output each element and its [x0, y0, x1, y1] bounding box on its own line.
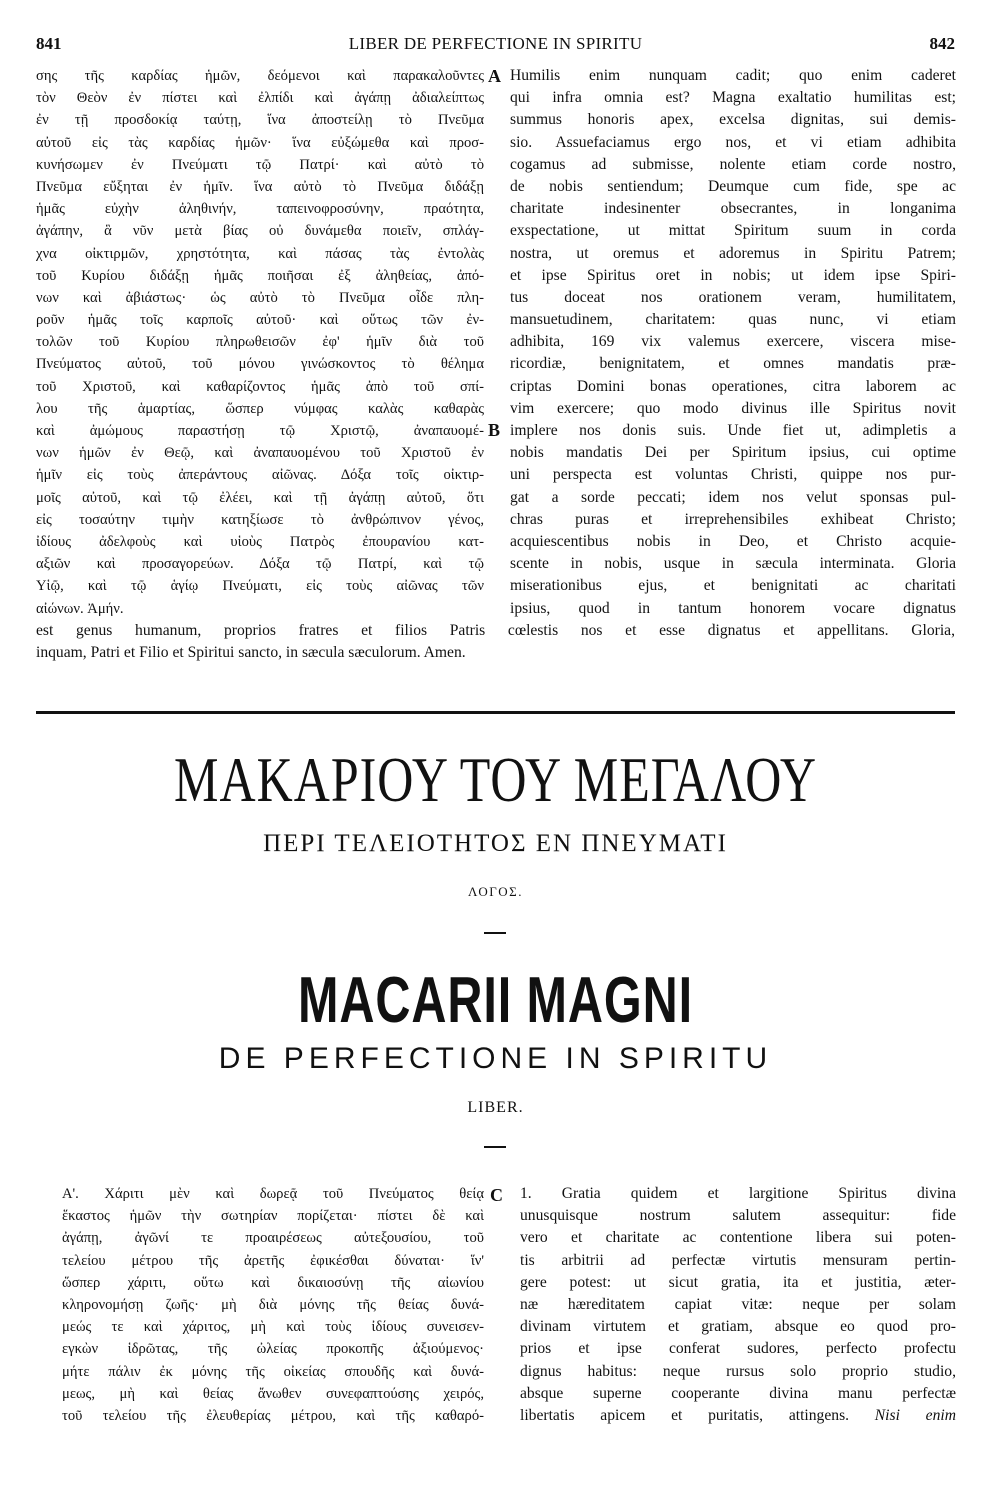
text-line: νων καὶ ἀβιάστως· ὡς αὐτὸ τὸ Πνεῦμα οἶδε πλη- — [36, 289, 484, 306]
text-line: λου τῆς ἁμαρτίας, ὥσπερ νύμφας καλὰς καθαρὰς — [36, 400, 484, 417]
running-title: LIBER DE PERFECTIONE IN SPIRITU — [348, 34, 643, 53]
margin-marker-a: A — [488, 66, 501, 86]
text-line: μεώς τε καὶ χάριτος, μὴ καὶ τοὺς ἰδίους συνεισεν- — [62, 1319, 484, 1336]
text-line: τοῦ Κυρίου διδάξῃ ἡμᾶς ποιῆσαι ἐξ ἀληθείας, ἀπό- — [36, 267, 484, 284]
latin-title: MACARII MAGNI — [297, 964, 694, 1037]
text-line: Πνεῦμα εὔξηται ἐν ἡμῖν. ἵνα αὐτὸ τὸ Πνεῦμα διδάξῃ — [36, 178, 484, 195]
text-line: prios et ipse conferat sudores, perfecto profectu — [520, 1340, 956, 1358]
text-line: et ipse Spiritus oret in nobis; ut idem ipse Spiri- — [510, 266, 956, 284]
greek-title: ΜΑΚΑΡΙΟΥ ΤΟΥ ΜΕΓΑΛΟΥ — [174, 743, 817, 815]
text-line: ἀγάπῃ, ἀγῶνί τε προαιρέσεως αὐτεξουσίου, τοῦ — [62, 1230, 484, 1247]
text-line: χνα οἰκτιρμῶν, χρηστότητα, καὶ πάσας τὰς ἐντολὰς — [36, 245, 484, 262]
running-header — [36, 34, 955, 60]
text-line: κληρονομήσῃ ζωῆς· μὴ διὰ μόνης τῆς θείας δυνά- — [62, 1296, 484, 1313]
text-line: εἰς τοσαύτην τιμὴν κατηξίωσε τὸ ἀνθρώπινον γένος, — [36, 511, 484, 528]
text-line: Πνεύματος αὐτοῦ, τοῦ μόνου γινώσκοντος τὸ θέλημα — [36, 356, 484, 373]
bottom-greek-column — [62, 1183, 484, 1427]
text-line: μεως, μὴ καὶ θείας ἄνωθεν συνεφαπτούσης χειρός, — [62, 1385, 484, 1402]
latin-subtitle: DE PERFECTIONE IN SPIRITU — [218, 1042, 773, 1075]
text-line: chras puras et irreprehensibiles exhibeat Christo; — [510, 510, 956, 528]
italic-continuation: Nisi enim — [874, 1406, 956, 1424]
title-dash-2 — [484, 1146, 506, 1148]
text-line: miserationibus ejus, et benignitati ac charitati — [510, 577, 956, 595]
text-line: αἰώνων. Ἀμήν. — [36, 600, 124, 617]
text-line: τὸν Θεὸν ἐν πίστει καὶ ἐλπίδι καὶ ἀγάπῃ ἀδιαλείπτως — [36, 90, 484, 107]
text-line: acquiescentibus nobis in Deo, et Christo acquie- — [510, 532, 956, 550]
margin-marker-c: C — [490, 1185, 503, 1205]
text-line: ἐν τῇ προσδοκίᾳ ταύτῃ, ἵνα ἀποστείλῃ τὸ Πνεῦμα — [36, 112, 484, 129]
text-line: summus honoris apex, excelsa dignitas, sui demis- — [510, 111, 956, 129]
text-line: est genus humanum, proprios fratres et filios Patris cœlestis nos et esse dignatus et appellitans. Gloria, — [36, 622, 955, 639]
text-line: uni perspecta est voluntas Christi, quippe nos pur- — [510, 466, 956, 484]
text-line: ἀγάπην, ἃ νῦν μετὰ βίας οὐ δυνάμεθα ποιεῖν, σπλάγ- — [36, 223, 484, 240]
text-line: tis arbitrii ad perfectæ virtutis mensuram pertin- — [520, 1251, 956, 1269]
text-line: κυνήσωμεν ἐν Πνεύματι τῷ Πατρί· καὶ αὐτὸ τὸ — [36, 156, 484, 173]
text-line: vero et charitate ac contentione libera sui poten- — [520, 1229, 956, 1247]
text-line: καὶ ἀμώμους παραστήσῃ τῷ Χριστῷ, ἀναπαυομέ- — [36, 423, 484, 439]
section-rule — [36, 711, 955, 714]
text-line: τολῶν τοῦ Κυρίου πληρωθεισῶν ἐφ' ἡμῖν διὰ τοῦ — [36, 334, 484, 351]
text-line: νων ἡμῶν ἐν Θεῷ, καὶ ἀναπαυομένου τοῦ Χριστοῦ ἐν — [36, 445, 484, 462]
page-number-left: 841 — [36, 34, 62, 53]
text-line: Α'. Χάριτι μὲν καὶ δωρεᾷ τοῦ Πνεύματος θείᾳ — [62, 1186, 484, 1202]
text-line: charitate indesinenter obsecrantes, in longanima — [510, 200, 956, 218]
text-line: εγκὼν ἱδρῶτας, τῆς ὠλείας προκοπῆς ἀξιούμενος· — [62, 1341, 484, 1358]
margin-marker-b: B — [488, 420, 501, 440]
text-line: tus doceat nos orationem veram, humilitatem, — [510, 288, 956, 306]
text-line: gat a sorde peccati; idem nos velut sponsas pul- — [510, 488, 956, 506]
text-line: nostra, ut oremus et adoremus in Spiritu Patrem; — [510, 244, 956, 262]
greek-logos-label: ΛΟΓΟΣ. — [467, 884, 523, 899]
text-line: ἡμῖν εἰς τοὺς ἀπεράντους αἰῶνας. Δόξα τοῖς οἰκτιρ- — [36, 467, 484, 484]
text-line: μοῖς αὐτοῦ, καὶ τῷ ἐλέει, καὶ τῇ ἀγάπῃ αὐτοῦ, ὅτι — [36, 489, 484, 506]
text-line: nobis mandatis Dei per Spiritum ipsius, cui optime — [510, 444, 956, 462]
text-line: Humilis enim nunquam cadit; quo enim caderet — [510, 67, 956, 84]
text-line: τοῦ Χριστοῦ, καὶ καθαρίζοντος ἡμᾶς ἀπὸ τοῦ σπί- — [36, 378, 484, 395]
text-line: ricordiæ, benignitatem, et omnes mandatis præ- — [510, 355, 956, 373]
page-number-right: 842 — [929, 34, 955, 53]
text-line — [520, 1405, 956, 1427]
text-line: implere nos donis suis. Unde fiet ut, adimpletis a — [510, 422, 956, 439]
text-line: sio. Assuefaciamus ergo nos, et vi etiam adhibita — [510, 133, 956, 151]
text-line: ἡμᾶς εὐχὴν ἀληθινήν, ταπεινοφροσύνην, πραότητα, — [36, 201, 484, 218]
text-line: absque superne cooperante divina manu perfectæ — [520, 1384, 956, 1402]
line-text: libertatis apicem et puritatis, attingens. — [520, 1406, 875, 1424]
text-line: dignus habitus: neque rursus solo proprio studio, — [520, 1362, 956, 1380]
bottom-latin-column — [520, 1183, 956, 1427]
text-line: τελείου μέτρου τῆς ἀρετῆς ἐφικέσθαι δύναται· ἵν' — [62, 1252, 484, 1269]
greek-subtitle: ΠΕΡΙ ΤΕΛΕΙΟΤΗΤΟΣ ΕΝ ΠΝΕΥΜΑΤΙ — [263, 830, 728, 857]
top-full-width-text — [36, 620, 955, 664]
text-line: cogamus ad submisse, nolente etiam corde nostro, — [510, 155, 956, 173]
top-greek-column — [36, 65, 484, 620]
text-line: Υἱῷ, καὶ τῷ ἁγίῳ Πνεύματι, εἰς τοὺς αἰῶνας τῶν — [36, 578, 484, 595]
text-line: gere potest: ut sicut gratia, ita et justitia, æter- — [520, 1273, 956, 1291]
title-dash-1 — [484, 932, 506, 934]
text-line: ροῦν ἡμᾶς τοῖς καρποῖς αὐτοῦ· καὶ οὕτως τῶν ἐν- — [36, 312, 484, 329]
text-line: inquam, Patri et Filio et Spiritui sancto, in sæcula sæculorum. Amen. — [36, 644, 466, 662]
text-line: næ hæreditatem capiat vitæ: neque per solam — [520, 1295, 956, 1313]
text-line: scente in nobis, usque in sæcula interminata. Gloria — [510, 555, 956, 573]
text-line: ἰδίους ἀδελφοὺς καὶ υἱοὺς Πατρὸς ἐπουρανίου κατ- — [36, 533, 484, 550]
latin-liber-label: LIBER. — [467, 1099, 524, 1116]
text-line: ἕκαστος ἡμῶν τὴν σωτηρίαν πορίζεται· πίστει δὲ καὶ — [62, 1208, 484, 1225]
text-line: divinam virtutem et gratiam, absque eo quod pro- — [520, 1318, 956, 1336]
text-line: exspectatione, ut mittat Spiritum suum in corda — [510, 222, 956, 240]
text-line: μήτε πάλιν ἐκ μόνης τῆς οἰκείας σπουδῆς καὶ δυνά- — [62, 1363, 484, 1380]
text-line: de nobis sentiendum; Deumque cum fide, spe ac — [510, 177, 956, 195]
text-line: 1. Gratia quidem et largitione Spiritus divina — [520, 1185, 956, 1202]
text-line: τοῦ τελείου τῆς ἐλευθερίας μέτρου, καὶ τῆς καθαρό- — [62, 1407, 484, 1424]
top-latin-column — [510, 65, 956, 620]
text-line: adhibita, 169 vix valemus exercere, viscera mise- — [510, 333, 956, 351]
text-line: αὐτοῦ εἰς τὰς καρδίας ἡμῶν· ἵνα εὐξώμεθα καὶ προσ- — [36, 134, 484, 151]
text-line: vim exercere; quo modo divinus ille Spiritus novit — [510, 399, 956, 417]
text-line: criptas Domini bonas operationes, citra laborem ac — [510, 377, 956, 395]
text-line: σης τῆς καρδίας ἡμῶν, δεόμενοι καὶ παρακαλοῦντες — [36, 68, 484, 84]
text-line: mansuetudinem, charitatem: quas nunc, vi etiam — [510, 311, 956, 329]
text-line: ipsius, quod in tantum honorem vocare dignatus — [510, 599, 956, 617]
text-line: ὥσπερ χάριτι, οὕτω καὶ δικαιοσύνῃ τῆς αἰωνίου — [62, 1274, 484, 1291]
text-line: qui infra omnia est? Magna exaltatio humilitas est; — [510, 89, 956, 107]
text-line: αξιῶν καὶ προσαγορεύων. Δόξα τῷ Πατρί, καὶ τῷ — [36, 556, 484, 573]
text-line: unusquisque nostrum salutem assequitur: fide — [520, 1207, 956, 1225]
